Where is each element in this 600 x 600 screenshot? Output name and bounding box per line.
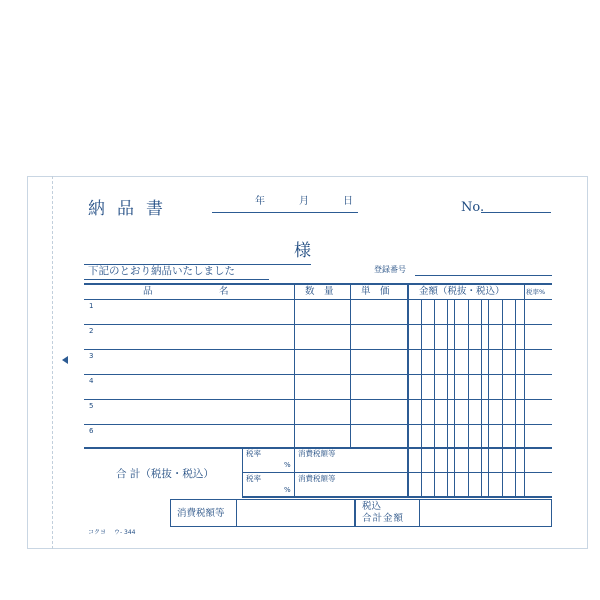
number-label: No. xyxy=(461,200,485,215)
digit-line xyxy=(447,299,448,497)
total-label: 合 計（税抜・税込） xyxy=(116,468,214,480)
tax-rate-label: 税率 xyxy=(246,474,261,483)
column-divider xyxy=(350,283,351,448)
honorific-label: 様 xyxy=(294,241,311,261)
column-header-amount: 金額（税抜・税込） xyxy=(419,286,505,297)
date-month-label: 月 xyxy=(299,196,309,207)
intro-underline xyxy=(84,279,269,280)
date-year-label: 年 xyxy=(255,196,265,207)
intro-text: 下記のとおり納品いたしました xyxy=(88,265,235,277)
column-header-quantity: 数 量 xyxy=(305,286,334,297)
slip-title: 納品書 xyxy=(88,199,175,219)
footer-brand-code xyxy=(88,530,135,536)
row-number: 5 xyxy=(89,402,94,410)
tax-amount-label: 消費税額等 xyxy=(298,474,336,483)
total-bottom-border xyxy=(242,496,552,498)
date-underline xyxy=(212,212,358,213)
percent-sign: % xyxy=(284,486,291,494)
row-number: 1 xyxy=(89,302,94,310)
tax-rate-column-border xyxy=(524,283,525,497)
column-header-item: 品 名 xyxy=(143,286,229,297)
digit-line xyxy=(515,299,516,497)
brand-name: コクヨ xyxy=(88,529,107,536)
row-number: 3 xyxy=(89,352,94,360)
total-middle-separator xyxy=(242,472,552,473)
digit-line xyxy=(488,299,489,497)
tax-rate-label: 税率 xyxy=(246,449,261,458)
perforation-line xyxy=(52,176,53,549)
amount-column-left-border xyxy=(407,283,409,497)
number-underline xyxy=(481,212,551,213)
row-number: 6 xyxy=(89,427,94,435)
percent-sign: % xyxy=(284,461,291,469)
row-number: 4 xyxy=(89,377,94,385)
column-header-unit-price: 単 価 xyxy=(361,286,390,297)
registration-underline xyxy=(415,275,552,276)
table-top-border xyxy=(84,283,552,285)
registration-label: 登録番号 xyxy=(374,265,406,274)
column-header-tax-rate: 税率% xyxy=(526,288,546,296)
digit-line xyxy=(454,299,455,497)
digit-line xyxy=(468,299,469,497)
row-number: 2 xyxy=(89,327,94,335)
product-code: ウ- 344 xyxy=(113,529,136,536)
grand-total-box-divider xyxy=(419,499,420,527)
date-day-label: 日 xyxy=(343,196,353,207)
grand-total-label-line2: 合計金額 xyxy=(362,513,405,524)
triangle-marker-icon xyxy=(62,356,68,364)
column-divider xyxy=(294,283,295,448)
total-section-divider xyxy=(294,447,295,497)
delivery-slip xyxy=(27,176,588,549)
digit-line xyxy=(434,299,435,497)
grand-total-label-line1: 税込 xyxy=(362,501,382,512)
digit-line xyxy=(421,299,422,497)
tax-amount-label: 消費税額等 xyxy=(298,449,336,458)
total-section-divider xyxy=(242,447,243,497)
digit-line xyxy=(481,299,482,497)
digit-line xyxy=(502,299,503,497)
tax-amount-box-divider xyxy=(236,499,237,527)
tax-amount-box-label: 消費税額等 xyxy=(177,508,225,519)
